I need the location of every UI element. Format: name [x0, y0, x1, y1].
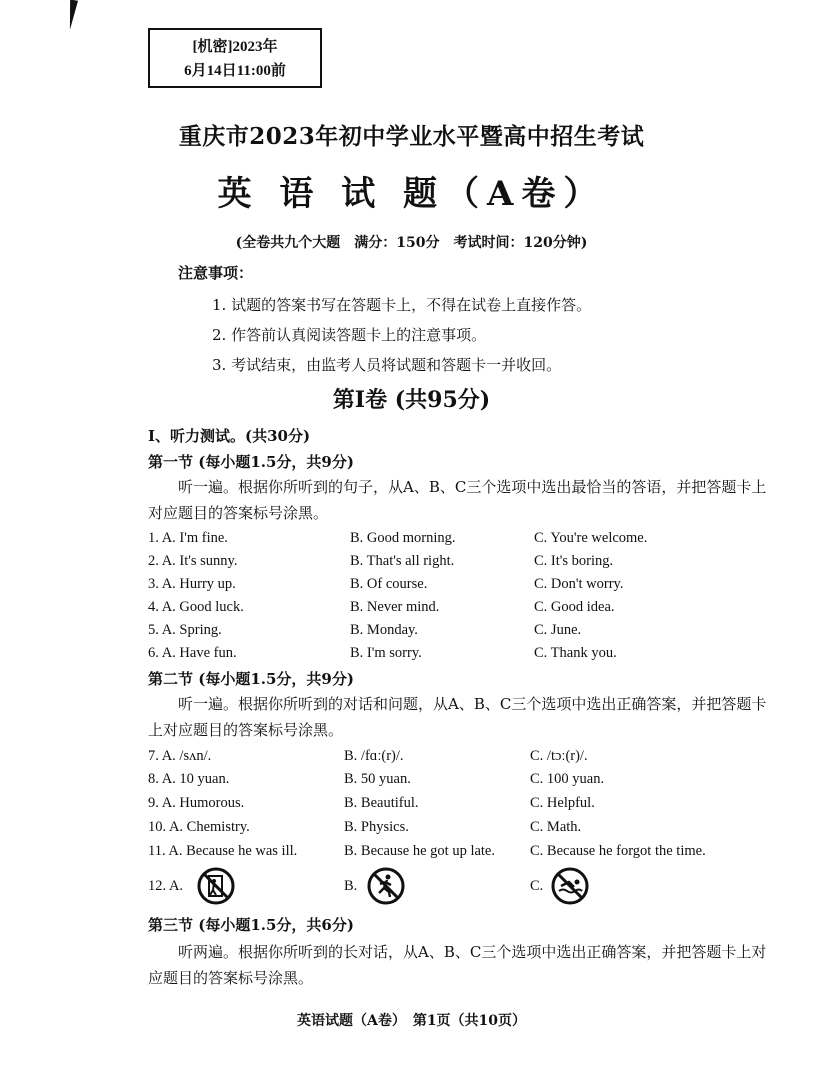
option-a: 5. A. Spring. [148, 622, 222, 638]
option-a: 10. A. Chemistry. [148, 819, 250, 835]
corner-mark [66, 0, 78, 30]
option-c: C. 100 yuan. [530, 771, 605, 787]
question-row [148, 576, 768, 599]
no-entry-door-sign-icon [196, 866, 236, 906]
option-a: 11. A. Because he was ill. [148, 843, 298, 859]
option-c: C. Because he forgot the time. [530, 843, 706, 859]
option-c: C. Helpful. [530, 795, 595, 811]
question-row [148, 819, 768, 842]
option-c: C. [530, 878, 544, 894]
option-b: B. Monday. [350, 622, 418, 638]
note-item: 3. 考试结束，由监考人员将试题和答题卡一并收回。 [212, 356, 562, 374]
question-12-row [148, 864, 768, 910]
option-a: 6. A. Have fun. [148, 645, 237, 661]
exam-info: (全卷共九个大题 满分：150分 考试时间：120分钟) [235, 235, 588, 251]
option-a: 2. A. It's sunny. [148, 553, 238, 569]
paper-title: 英 语 试 题（A卷） [217, 174, 606, 214]
secret-stamp-box [148, 28, 322, 88]
option-a: 7. A. /sʌn/. [148, 748, 212, 764]
option-b: B. Because he got up late. [344, 843, 495, 859]
no-swimming-sign-icon [550, 866, 590, 906]
option-a: 3. A. Hurry up. [148, 576, 236, 592]
option-b: B. Physics. [344, 819, 409, 835]
no-running-sign-icon [366, 866, 406, 906]
option-b: B. Of course. [350, 576, 428, 592]
section3-instruction: 听两遍。根据你所听到的长对话，从A、B、C三个选项中选出正确答案，并把答题卡上对应题目的答案标号涂黑。 [148, 943, 767, 987]
section1-instruction: 听一遍。根据你所听到的句子，从A、B、C三个选项中选出最恰当的答语，并把答题卡上对应题目的答案标号涂黑。 [148, 478, 767, 522]
notes-list [212, 290, 591, 380]
question-row [148, 622, 768, 645]
section3-heading: 第三节 (每小题1.5分，共6分) [148, 916, 354, 934]
option-c: C. June. [534, 622, 582, 638]
question-row [148, 843, 768, 866]
option-a: 9. A. Humorous. [148, 795, 245, 811]
option-a: 12. A. [148, 878, 184, 894]
note-item: 2. 作答前认真阅读答题卡上的注意事项。 [212, 326, 487, 344]
option-c: C. Math. [530, 819, 582, 835]
page-footer: 英语试题（A卷） 第1页（共10页） [296, 1013, 527, 1029]
question-row [148, 645, 768, 668]
secret-line-2: 6月14日11:00前 [184, 63, 286, 79]
option-b: B. Never mind. [350, 599, 440, 615]
option-c: C. You're welcome. [534, 530, 648, 546]
question-row [148, 553, 768, 576]
section2-instruction: 听一遍。根据你所听到的对话和问题，从A、B、C三个选项中选出正确答案，并把答题卡上对应题目的答案标号涂黑。 [148, 695, 767, 739]
option-b: B. 50 yuan. [344, 771, 411, 787]
option-b: B. Beautiful. [344, 795, 419, 811]
note-item: 1. 试题的答案书写在答题卡上，不得在试卷上直接作答。 [212, 296, 592, 314]
question-row [148, 748, 768, 771]
option-a: 8. A. 10 yuan. [148, 771, 230, 787]
exam-title: 重庆市2023年初中学业水平暨高中招生考试 [178, 123, 645, 150]
question-row [148, 771, 768, 794]
option-c: C. Thank you. [534, 645, 617, 661]
option-b: B. /fɑː(r)/. [344, 748, 404, 764]
option-a: 1. A. I'm fine. [148, 530, 228, 546]
part-title: 第Ⅰ卷 (共95分) [332, 387, 491, 413]
option-c: C. Good idea. [534, 599, 615, 615]
question-row [148, 795, 768, 818]
section1-heading: 第一节 (每小题1.5分，共9分) [148, 453, 354, 471]
notes-heading: 注意事项： [178, 264, 254, 282]
option-c: C. /tɔː(r)/. [530, 748, 588, 764]
option-c: C. It's boring. [534, 553, 614, 569]
option-b: B. Good morning. [350, 530, 456, 546]
section2-heading: 第二节 (每小题1.5分，共9分) [148, 670, 354, 688]
option-a: 4. A. Good luck. [148, 599, 244, 615]
question-row [148, 530, 768, 553]
question-row [148, 599, 768, 622]
secret-line-1: [机密]2023年 [192, 39, 278, 55]
option-b: B. That's all right. [350, 553, 455, 569]
option-c: C. Don't worry. [534, 576, 624, 592]
option-b: B. I'm sorry. [350, 645, 422, 661]
option-b: B. [344, 878, 358, 894]
listening-heading: Ⅰ、听力测试。(共30分) [148, 427, 311, 445]
